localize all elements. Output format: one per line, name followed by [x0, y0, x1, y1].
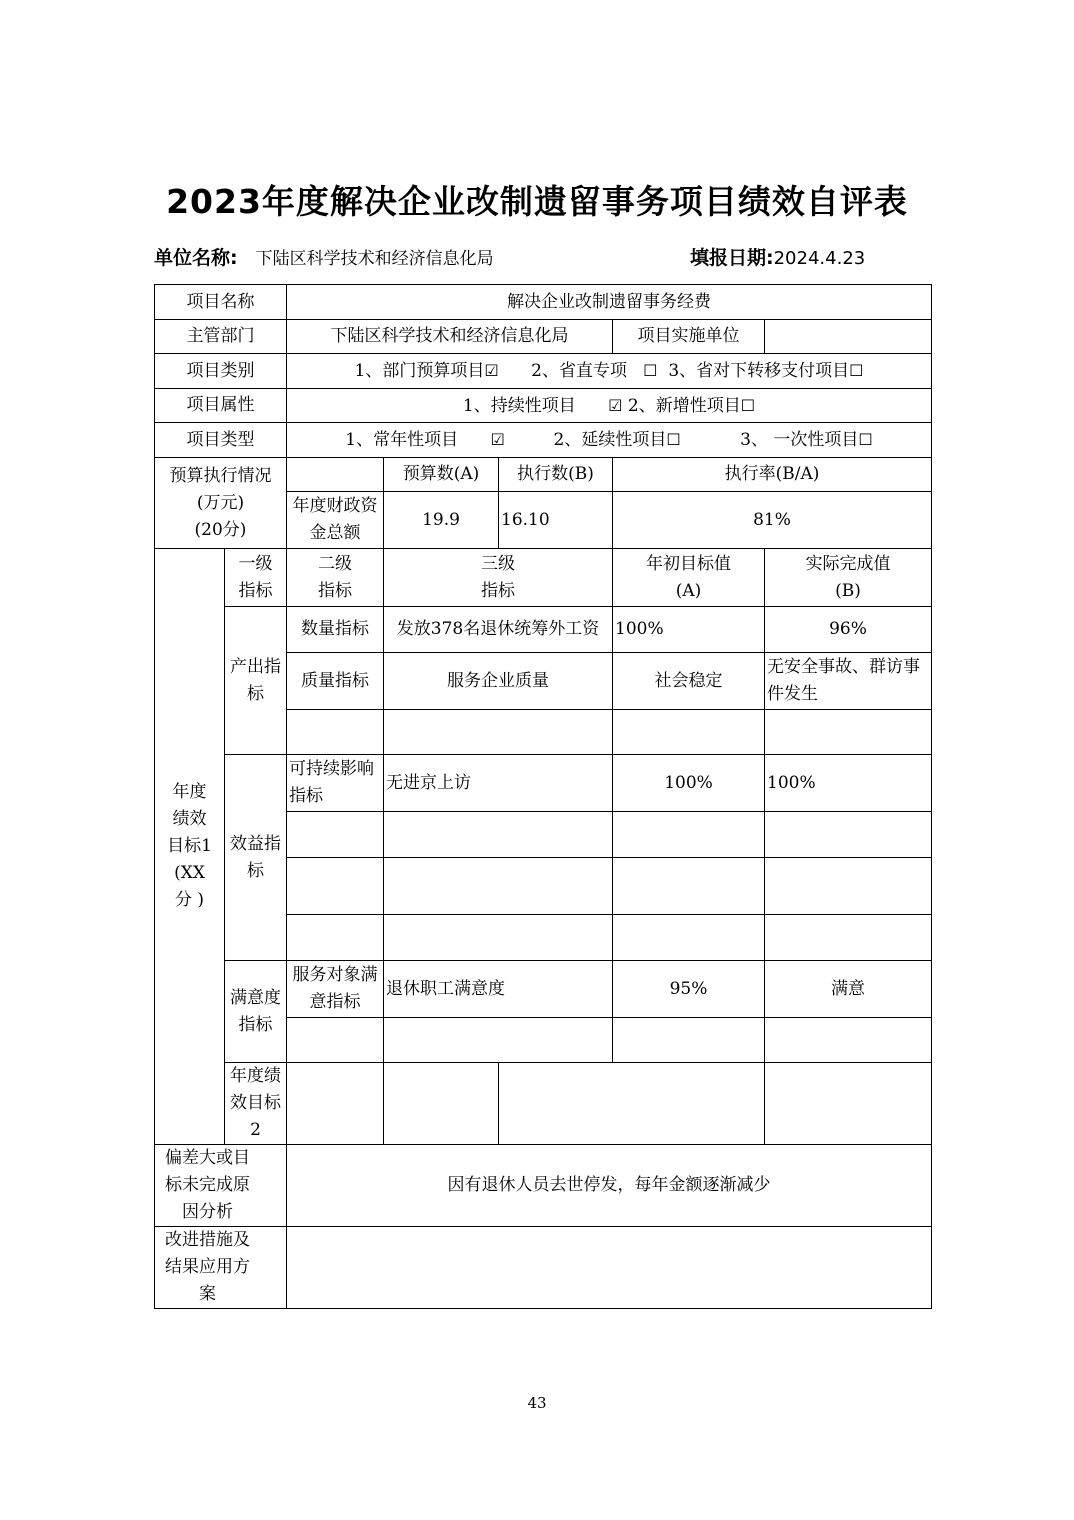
- hdr-level1: [225, 549, 287, 607]
- goal1-label: [155, 549, 225, 1145]
- service-level2: 服务对象满意指标: [287, 961, 384, 1018]
- empty-box-icon: ☐: [740, 395, 756, 415]
- goal2-label: 年度绩效目标2: [225, 1063, 287, 1145]
- hdr-level2-b: 指标: [318, 580, 352, 601]
- hdr-level3: [384, 549, 613, 607]
- budget-blank-header: [287, 458, 384, 492]
- deviation-value: 因有退休人员去世停发，每年金额逐渐减少: [287, 1145, 932, 1227]
- empty-cell: [613, 812, 765, 858]
- empty-cell: [765, 812, 932, 858]
- attribute-options: [287, 389, 932, 423]
- self-evaluation-table: [154, 284, 932, 1309]
- quantity-actual: 96%: [765, 607, 932, 653]
- fill-date-value: 2024.4.23: [773, 248, 866, 269]
- attribute-label: 项目属性: [155, 389, 287, 423]
- satisfaction-indicator-label: 满意度指标: [225, 961, 287, 1063]
- goal1-label-line3: 目标1: [167, 836, 212, 856]
- empty-box-icon: ☐: [666, 430, 681, 449]
- empty-cell: [613, 1018, 765, 1063]
- empty-box-icon: ☐: [858, 430, 873, 449]
- empty-cell: [384, 710, 613, 755]
- benefit-indicator-label: 效益指标: [225, 755, 287, 961]
- empty-cell: [287, 1063, 384, 1145]
- hdr-target-b: (A): [675, 580, 702, 601]
- dept-value: 下陆区科学技术和经济信息化局: [287, 320, 613, 354]
- hdr-actual: [765, 549, 932, 607]
- sustain-level2: 可持续影响指标: [287, 755, 384, 812]
- empty-cell: [384, 812, 613, 858]
- quality-actual: 无安全事故、群访事件发生: [765, 653, 932, 710]
- budget-col-rate: 执行率(B/A): [613, 458, 932, 492]
- category-label: 项目类别: [155, 354, 287, 389]
- budget-value: 19.9: [384, 492, 499, 549]
- hdr-level2-a: 二级: [318, 553, 352, 574]
- hdr-level1-b: 指标: [238, 580, 273, 601]
- type-options: [287, 423, 932, 458]
- empty-cell: [287, 858, 384, 915]
- improve-label: 改进措施及结果应用方案: [155, 1227, 287, 1309]
- empty-cell: [287, 710, 384, 755]
- hdr-level2: [287, 549, 384, 607]
- goal1-label-line1: 年度: [172, 782, 207, 802]
- empty-cell: [384, 858, 613, 915]
- empty-cell: [287, 1018, 384, 1063]
- improve-value: [287, 1227, 932, 1309]
- unit-name-value: 下陆区科学技术和经济信息化局: [255, 249, 494, 269]
- type-opt2: 2、延续性项目: [553, 430, 667, 450]
- empty-cell: [765, 858, 932, 915]
- quantity-level2: 数量指标: [287, 607, 384, 653]
- fill-date-line: [690, 243, 865, 270]
- hdr-target: [613, 549, 765, 607]
- category-opt2: 2、省直专项: [531, 361, 627, 381]
- page-number: 43: [527, 1394, 547, 1412]
- impl-unit-label: 项目实施单位: [613, 320, 765, 354]
- sustain-actual: 100%: [765, 755, 932, 812]
- checked-box-icon: ☑: [484, 361, 499, 380]
- goal1-label-line5: 分 ): [174, 890, 205, 910]
- project-name-label: 项目名称: [155, 285, 287, 320]
- type-opt1: 1、常年性项目: [345, 430, 459, 450]
- empty-cell: [384, 915, 613, 961]
- dept-label: 主管部门: [155, 320, 287, 354]
- service-level3: 退休职工满意度: [384, 961, 613, 1018]
- budget-label-line1: 预算执行情况: [169, 465, 272, 486]
- project-name-value: 解决企业改制遗留事务经费: [287, 285, 932, 320]
- type-opt3: 3、 一次性项目: [740, 430, 859, 450]
- sustain-level3: 无进京上访: [384, 755, 613, 812]
- empty-cell: [384, 1063, 499, 1145]
- budget-label: [155, 458, 287, 549]
- service-actual: 满意: [765, 961, 932, 1018]
- service-target: 95%: [613, 961, 765, 1018]
- quality-level2: 质量指标: [287, 653, 384, 710]
- checked-box-icon: ☑: [608, 395, 623, 415]
- empty-cell: [613, 858, 765, 915]
- attribute-opt1: 1、持续性项目: [462, 395, 576, 416]
- deviation-label: 偏差大或目标未完成原因分析: [155, 1145, 287, 1227]
- goal1-label-line2: 绩效: [172, 809, 207, 829]
- quality-level3: 服务企业质量: [384, 653, 613, 710]
- empty-cell: [613, 710, 765, 755]
- hdr-actual-a: 实际完成值: [805, 553, 891, 574]
- page-title: 2023年度解决企业改制遗留事务项目绩效自评表: [166, 182, 908, 221]
- empty-cell: [765, 915, 932, 961]
- sustain-target: 100%: [613, 755, 765, 812]
- empty-box-icon: ☐: [643, 361, 658, 380]
- exec-value: 16.10: [499, 492, 613, 549]
- checked-box-icon: ☑: [490, 430, 505, 449]
- fill-date-label: 填报日期:: [690, 247, 774, 269]
- category-opt3: 3、省对下转移支付项目: [668, 361, 850, 381]
- empty-cell: [765, 1063, 932, 1145]
- hdr-target-a: 年初目标值: [646, 553, 731, 574]
- rate-value: 81%: [613, 492, 932, 549]
- impl-unit-value: [765, 320, 932, 354]
- budget-col-exec: 执行数(B): [499, 458, 613, 492]
- empty-cell: [765, 710, 932, 755]
- hdr-level3-b: 指标: [481, 580, 515, 601]
- empty-cell: [499, 1063, 765, 1145]
- hdr-level3-a: 三级: [481, 553, 515, 574]
- budget-label-line2: (万元): [196, 492, 245, 513]
- empty-cell: [287, 915, 384, 961]
- empty-cell: [613, 915, 765, 961]
- attribute-opt2: 2、新增性项目: [627, 395, 741, 416]
- unit-name-label: 单位名称:: [154, 247, 238, 269]
- empty-cell: [384, 1018, 613, 1063]
- category-opt1: 1、部门预算项目: [354, 361, 485, 381]
- empty-box-icon: ☐: [849, 361, 864, 380]
- category-options: [287, 354, 932, 389]
- quality-target: 社会稳定: [613, 653, 765, 710]
- empty-cell: [765, 1018, 932, 1063]
- budget-col-budget: 预算数(A): [384, 458, 499, 492]
- quantity-level3: 发放378名退休统筹外工资: [384, 607, 613, 653]
- hdr-actual-b: (B): [835, 580, 861, 601]
- unit-name-line: [154, 243, 494, 270]
- type-label: 项目类型: [155, 423, 287, 458]
- empty-cell: [287, 812, 384, 858]
- budget-row-label: 年度财政资金总额: [287, 492, 384, 549]
- budget-label-line3: (20分): [194, 519, 247, 540]
- hdr-level1-a: 一级: [238, 553, 273, 574]
- quantity-target: 100%: [613, 607, 765, 653]
- goal1-label-line4: (XX: [174, 863, 205, 883]
- output-indicator-label: 产出指标: [225, 607, 287, 755]
